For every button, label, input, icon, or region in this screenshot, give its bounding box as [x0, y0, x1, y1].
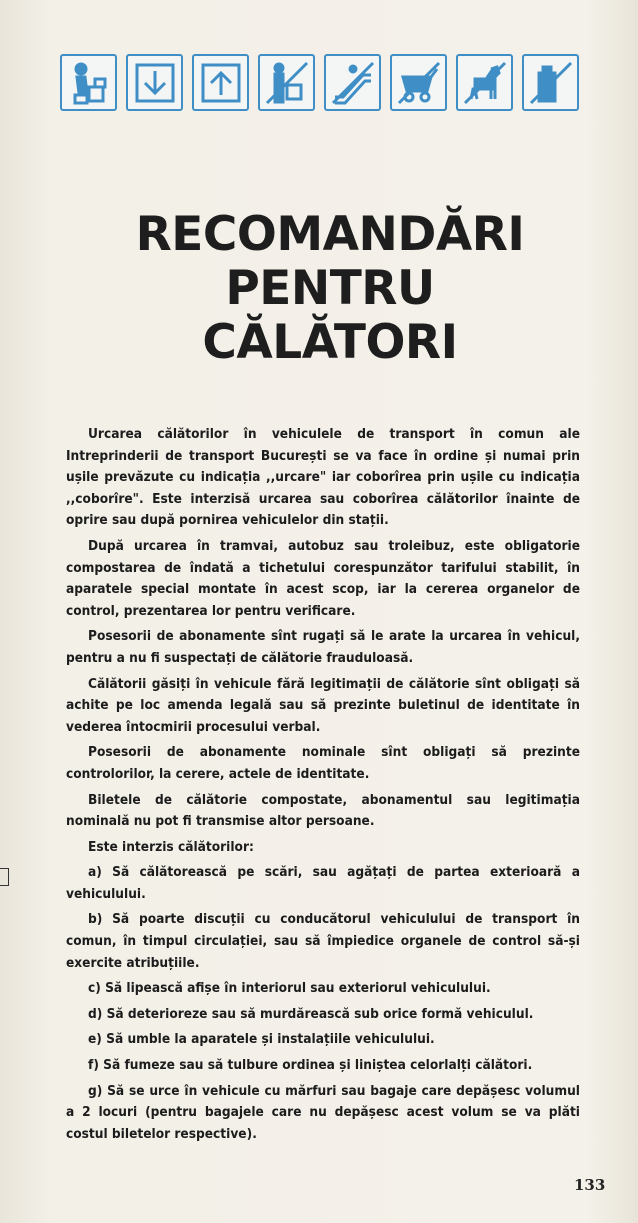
luggage-icon	[60, 54, 117, 111]
no-stroller-icon	[390, 54, 447, 111]
paragraph: Biletele de călătorie compostate, abonamentul sau legitimația nominală nu pot fi transmise altor persoane.	[66, 791, 580, 830]
no-dog-icon	[456, 54, 513, 111]
paragraph: Este interzis călătorilor:	[88, 838, 254, 855]
list-item: e) Să umble la aparatele și instalațiile vehiculului.	[88, 1031, 435, 1048]
list-item: f) Să fumeze sau să tulbure ordinea și liniștea celorlalți călători.	[88, 1057, 533, 1074]
paragraph: După urcarea în tramvai, autobuz sau troleibuz, este obligatorie compostarea de îndată a tichetului corespunzător tarifului stabilit, în aparatele special montate în acest scop, iar la cererea organelor de control, prezentarea lor pentru verificare.	[66, 537, 580, 619]
list-item: d) Să deterioreze sau să murdărească sub orice formă vehiculul.	[88, 1005, 534, 1022]
no-escalator-icon	[324, 54, 381, 111]
title-line-2: PENTRU	[225, 261, 435, 316]
edge-mark	[0, 868, 9, 886]
paragraph: Urcarea călătorilor în vehiculele de transport în comun ale Intreprinderii de transport București se va face în ordine și numai prin ușile prevăzute cu indicația ,,urcare" iar coborîrea prin ușile cu indicația ,,coborîre". Este interzisă urcarea sau coborîrea călătorilor înainte de oprire sau după pornirea vehiculelor din stații.	[66, 426, 580, 529]
title-line-3: CĂLĂTORI	[202, 315, 458, 370]
page-title	[100, 208, 560, 370]
paragraph: Călătorii găsiți în vehicule fără legitimații de călătorie sînt obligați să achite pe loc amenda legală sau să prezinte buletinul de identitate în vederea întocmirii procesului verbal.	[66, 675, 580, 735]
no-person-with-luggage-icon	[258, 54, 315, 111]
recommendations-text	[66, 424, 580, 1149]
list-item: g) Să se urce în vehicule cu mărfuri sau bagaje care depășesc volumul a 2 locuri (pentru bagajele care nu depășesc acest volum se va plăti costul biletelor respective).	[66, 1082, 580, 1142]
enter-up-icon	[192, 54, 249, 111]
title-line-1: RECOMANDĂRI	[135, 207, 525, 262]
list-item: b) Să poarte discuții cu conducătorul vehiculului de transport în comun, în timpul circulației, sau să împiedice organele de control să-și exercite atribuțiile.	[66, 911, 580, 971]
list-item: c) Să lipească afișe în interiorul sau exteriorul vehiculului.	[88, 980, 491, 997]
paragraph: Posesorii de abonamente nominale sînt obligați să prezinte controlorilor, la cerere, actele de identitate.	[66, 744, 580, 782]
pictogram-row	[60, 54, 579, 111]
list-item: a) Să călătorească pe scări, sau agățați de partea exterioară a vehiculului.	[66, 864, 580, 902]
page-number: 133	[574, 1176, 606, 1194]
exit-down-icon	[126, 54, 183, 111]
paragraph: Posesorii de abonamente sînt rugați să le arate la urcarea în vehicul, pentru a nu fi suspectați de călătorie frauduloasă.	[66, 628, 580, 666]
no-bottle-icon	[522, 54, 579, 111]
